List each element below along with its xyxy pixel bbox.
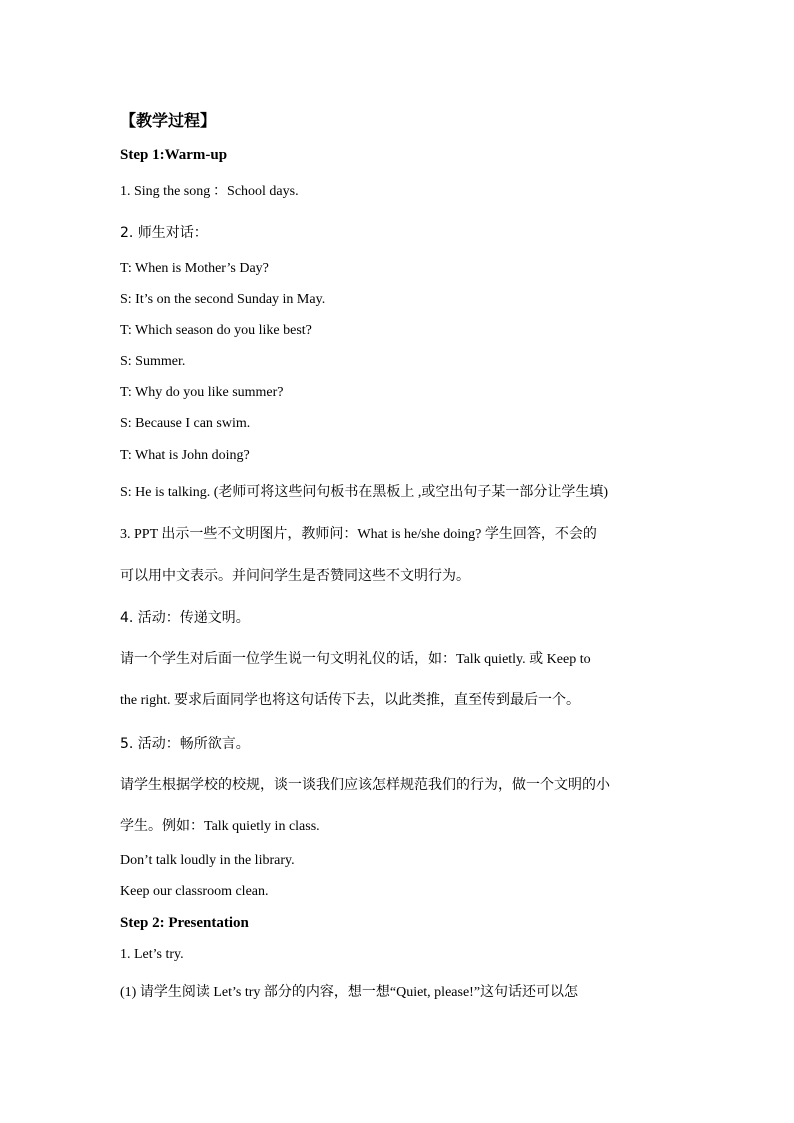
item-5-line-4: Keep our classroom clean. bbox=[120, 884, 269, 899]
item-5-title: 5. 活动：畅所欲言。 bbox=[120, 736, 250, 752]
item-3-line-2: 可以用中文表示。并问问学生是否赞同这些不文明行为。 bbox=[120, 568, 470, 584]
dialogue-line-2: S: It’s on the second Sunday in May. bbox=[120, 292, 326, 307]
item-2-dialogue-title: 2. 师生对话： bbox=[120, 225, 208, 241]
dialogue-line-6: S: Because I can swim. bbox=[120, 416, 251, 431]
dialogue-line-8: S: He is talking. (老师可将这些问句板书在黑板上 ,或空出句子某一部分让学生填) bbox=[120, 485, 609, 500]
dialogue-line-1: T: When is Mother’s Day? bbox=[120, 261, 269, 276]
dialogue-line-3: T: Which season do you like best? bbox=[120, 323, 312, 338]
item-5-line-2: 学生。例如：Talk quietly in class. bbox=[120, 819, 320, 834]
step2-item-1: 1. Let’s try. bbox=[120, 947, 184, 962]
item-5-line-1: 请学生根据学校的校规，谈一谈我们应该怎样规范我们的行为，做一个文明的小 bbox=[120, 777, 610, 793]
dialogue-line-7: T: What is John doing? bbox=[120, 448, 250, 463]
step2-sub-item-1: (1) 请学生阅读 Let’s try 部分的内容，想一想“Quiet, please!”这句话还可以怎 bbox=[120, 985, 579, 1000]
item-1-sing-song: 1. Sing the song ：School days. bbox=[120, 184, 299, 199]
item-5-line-3: Don’t talk loudly in the library. bbox=[120, 853, 295, 868]
item-4-line-2: the right. 要求后面同学也将这句话传下去，以此类推，直至传到最后一个。 bbox=[120, 693, 581, 708]
section-title: 【教学过程】 bbox=[120, 111, 217, 130]
dialogue-line-5: T: Why do you like summer? bbox=[120, 385, 284, 400]
dialogue-line-4: S: Summer. bbox=[120, 354, 186, 369]
item-4-line-1: 请一个学生对后面一位学生说一句文明礼仪的话，如：Talk quietly. 或 Keep to bbox=[120, 652, 591, 667]
step2-heading: Step 2: Presentation bbox=[120, 915, 249, 931]
item-4-title: 4. 活动：传递文明。 bbox=[120, 610, 250, 626]
step1-heading: Step 1:Warm-up bbox=[120, 147, 228, 163]
item-3-line-1: 3. PPT 出示一些不文明图片，教师问：What is he/she doing? 学生回答，不会的 bbox=[120, 527, 597, 542]
